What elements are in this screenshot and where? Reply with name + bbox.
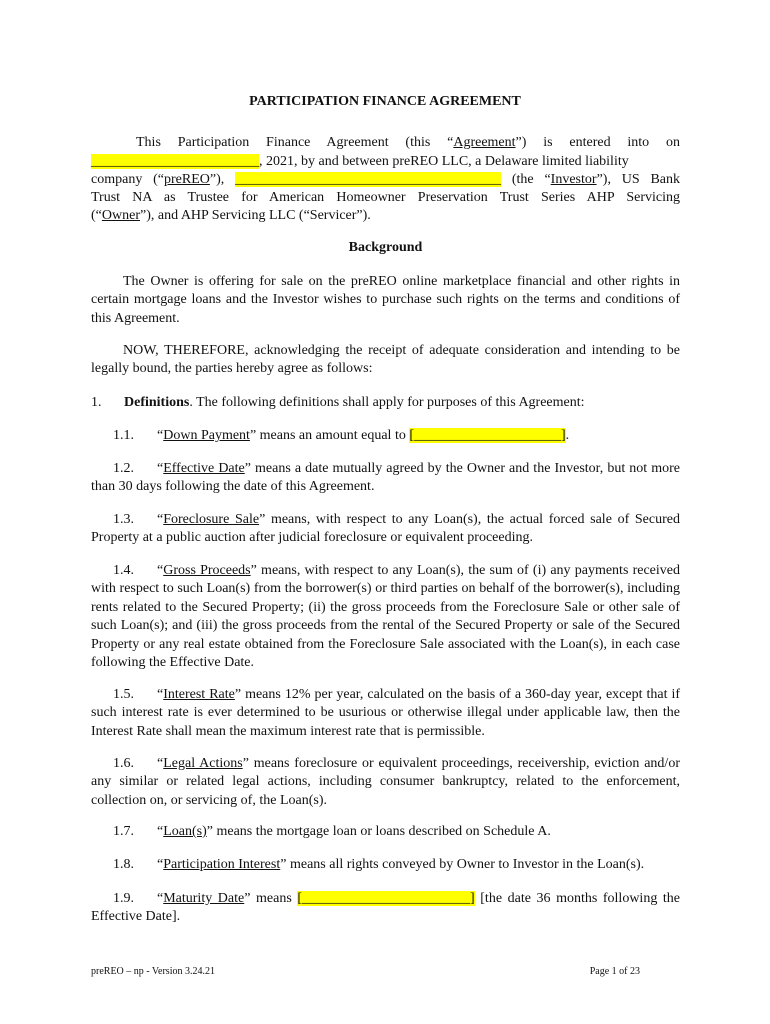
definition-legal-actions: 1.6. “Legal Actions” means foreclosure or equivalent proceedings, receivership, eviction and/or any similar or related legal actions, including consumer bankruptcy, related to the enforcement, collection on, or servicing of, the Loan(s). <box>91 756 680 808</box>
background-heading: Background <box>348 240 423 255</box>
intro-line-3: company (“preREO”), ______________________________________ (the “Investor”), US Bank <box>91 172 680 187</box>
maturity-date-blank[interactable]: [________________________] <box>297 891 475 906</box>
definition-participation-interest: 1.8. “Participation Interest” means all rights conveyed by Owner to Investor in the Loan(s). <box>113 857 645 872</box>
footer-version: preREO – np - Version 3.24.21 <box>91 966 215 977</box>
definition-interest-rate: 1.5. “Interest Rate” means 12% per year, calculated on the basis of a 360-day year, except that if such interest rate is ever determined to be usurious or otherwise illegal under applicable law, then the Interest Rate shall mean the maximum interest rate that is permissible. <box>91 687 681 739</box>
defined-term: Gross Proceeds <box>163 563 251 578</box>
definition-gross-proceeds: 1.4. “Gross Proceeds” means, with respect to any Loan(s), the sum of (i) any payments received with respect to such Loan(s) from the borrower(s) or third parties on behalf of the borrower(s), including rents related to the Secured Property; (ii) the gross proceeds from the Foreclosure Sale or other sale of such Loan(s); and (iii) the gross proceeds from the rental of the Secured Property or sale of the Secured Property or any real estate obtained from the Foreclosure Sale associated with the Loan(s), in each case following the Effective Date. <box>91 563 680 671</box>
defined-term: Effective Date <box>163 461 245 476</box>
now-therefore-paragraph: NOW, THEREFORE, acknowledging the receipt of adequate consideration and intending to be legally bound, the parties hereby agree as follows: <box>91 343 680 377</box>
intro-line-4: Trust NA as Trustee for American Homeowner Preservation Trust Series AHP Servicing <box>91 190 680 205</box>
investor-term: Investor <box>550 172 597 187</box>
background-paragraph: The Owner is offering for sale on the preREO online marketplace financial and other rights in certain mortgage loans and the Investor wishes to purchase such rights on the terms and conditions of this Agreement. <box>91 274 680 326</box>
intro-line-2: ________________________, 2021, by and between preREO LLC, a Delaware limited liability <box>91 154 629 169</box>
defined-term: Down Payment <box>163 428 250 443</box>
section-1-heading: 1. Definitions. The following definitions shall apply for purposes of this Agreement: <box>91 394 680 412</box>
document-title: PARTICIPATION FINANCE AGREEMENT <box>249 94 521 109</box>
investor-name-blank[interactable]: ______________________________________ <box>235 172 502 187</box>
footer-page-number: Page 1 of 23 <box>589 966 640 977</box>
agreement-term: Agreement <box>453 135 516 150</box>
definition-loans: 1.7. “Loan(s)” means the mortgage loan or loans described on Schedule A. <box>113 824 551 839</box>
definition-down-payment: 1.1. “Down Payment” means an amount equal to [_____________________]. <box>113 428 570 443</box>
definition-maturity-date: 1.9. “Maturity Date” means [________________________] [the date 36 months following the Effective Date]. <box>91 891 681 925</box>
intro-line-1: This Participation Finance Agreement (this “Agreement”) is entered into on <box>136 135 680 150</box>
section-number: 1. <box>91 395 102 410</box>
section-title: Definitions <box>124 395 190 410</box>
defined-term: Legal Actions <box>163 756 243 771</box>
owner-term: Owner <box>101 208 140 223</box>
date-blank[interactable]: ________________________ <box>91 154 259 169</box>
definition-effective-date: 1.2. “Effective Date” means a date mutually agreed by the Owner and the Investor, but not more than 30 days following the date of this Agreement. <box>91 461 680 495</box>
defined-term: Maturity Date <box>163 891 245 906</box>
intro-line-5: (“Owner”), and AHP Servicing LLC (“Servicer”). <box>91 208 371 223</box>
definition-foreclosure-sale: 1.3. “Foreclosure Sale” means, with respect to any Loan(s), the actual forced sale of Secured Property at a public auction after judicial foreclosure or equivalent proceeding. <box>91 512 680 546</box>
defined-term: Foreclosure Sale <box>163 512 260 527</box>
down-payment-blank[interactable]: [_____________________] <box>409 428 566 443</box>
defined-term: Participation Interest <box>163 857 281 872</box>
defined-term: Interest Rate <box>163 687 235 702</box>
prereo-term: preREO <box>164 172 210 187</box>
defined-term: Loan(s) <box>163 824 207 839</box>
